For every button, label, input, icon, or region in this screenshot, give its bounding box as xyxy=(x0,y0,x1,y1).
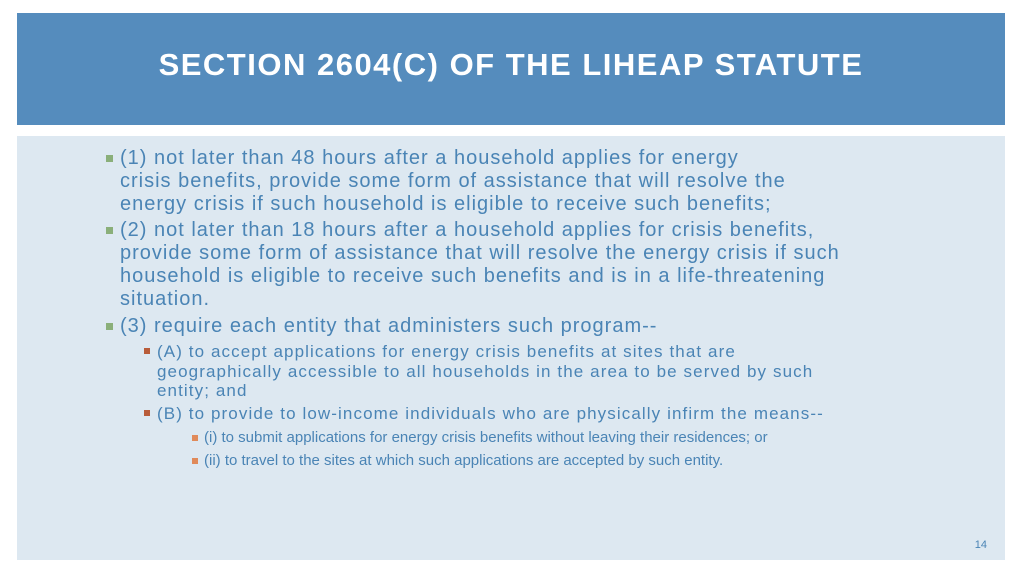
bullet-line: provide some form of assistance that will resolve the energy crisis if such xyxy=(120,242,840,264)
bullet-item-3bi xyxy=(192,429,768,447)
bullet-text xyxy=(157,404,824,424)
bullet-line: (ii) to travel to the sites at which such applications are accepted by such entity. xyxy=(204,452,724,469)
bullet-marker xyxy=(192,458,198,464)
bullet-line: situation. xyxy=(120,288,211,310)
bullet-marker xyxy=(192,435,198,441)
bullet-text xyxy=(204,452,723,470)
bullet-item-2 xyxy=(106,219,840,311)
slide-title: SECTION 2604(C) OF THE LIHEAP STATUTE xyxy=(158,47,864,82)
bullet-text xyxy=(157,342,813,401)
bullet-line: energy crisis if such household is eligible to receive such benefits; xyxy=(120,193,772,215)
bullet-marker xyxy=(106,155,113,162)
bullet-item-3b xyxy=(144,404,824,424)
bullet-line: (B) to provide to low-income individuals who are physically infirm the means-- xyxy=(157,404,824,423)
bullet-line: entity; and xyxy=(157,381,248,400)
bullet-line: (A) to accept applications for energy crisis benefits at sites that are xyxy=(157,342,736,361)
bullet-item-3bii xyxy=(192,452,723,470)
bullet-item-1 xyxy=(106,147,786,216)
page-number: 14 xyxy=(974,539,987,551)
bullet-text xyxy=(120,147,786,216)
bullet-text xyxy=(120,315,657,338)
bullet-line: (3) require each entity that administers such program-- xyxy=(120,315,658,337)
bullet-line: (i) to submit applications for energy crisis benefits without leaving their residences; or xyxy=(204,429,768,446)
bullet-text xyxy=(204,429,768,447)
bullet-marker xyxy=(106,323,113,330)
bullet-marker xyxy=(144,410,150,416)
bullet-marker xyxy=(144,348,150,354)
bullet-marker xyxy=(106,227,113,234)
bullet-line: (2) not later than 18 hours after a household applies for crisis benefits, xyxy=(120,219,815,241)
bullet-line: crisis benefits, provide some form of assistance that will resolve the xyxy=(120,170,786,192)
bullet-item-3 xyxy=(106,315,657,338)
bullet-text xyxy=(120,219,840,311)
title-bar xyxy=(17,13,1005,125)
content-panel xyxy=(17,136,1005,560)
bullet-item-3a xyxy=(144,342,813,401)
bullet-line: (1) not later than 48 hours after a household applies for energy xyxy=(120,147,739,169)
bullet-line: geographically accessible to all households in the area to be served by such xyxy=(157,361,814,381)
bullet-line: household is eligible to receive such benefits and is in a life-threatening xyxy=(120,265,826,287)
